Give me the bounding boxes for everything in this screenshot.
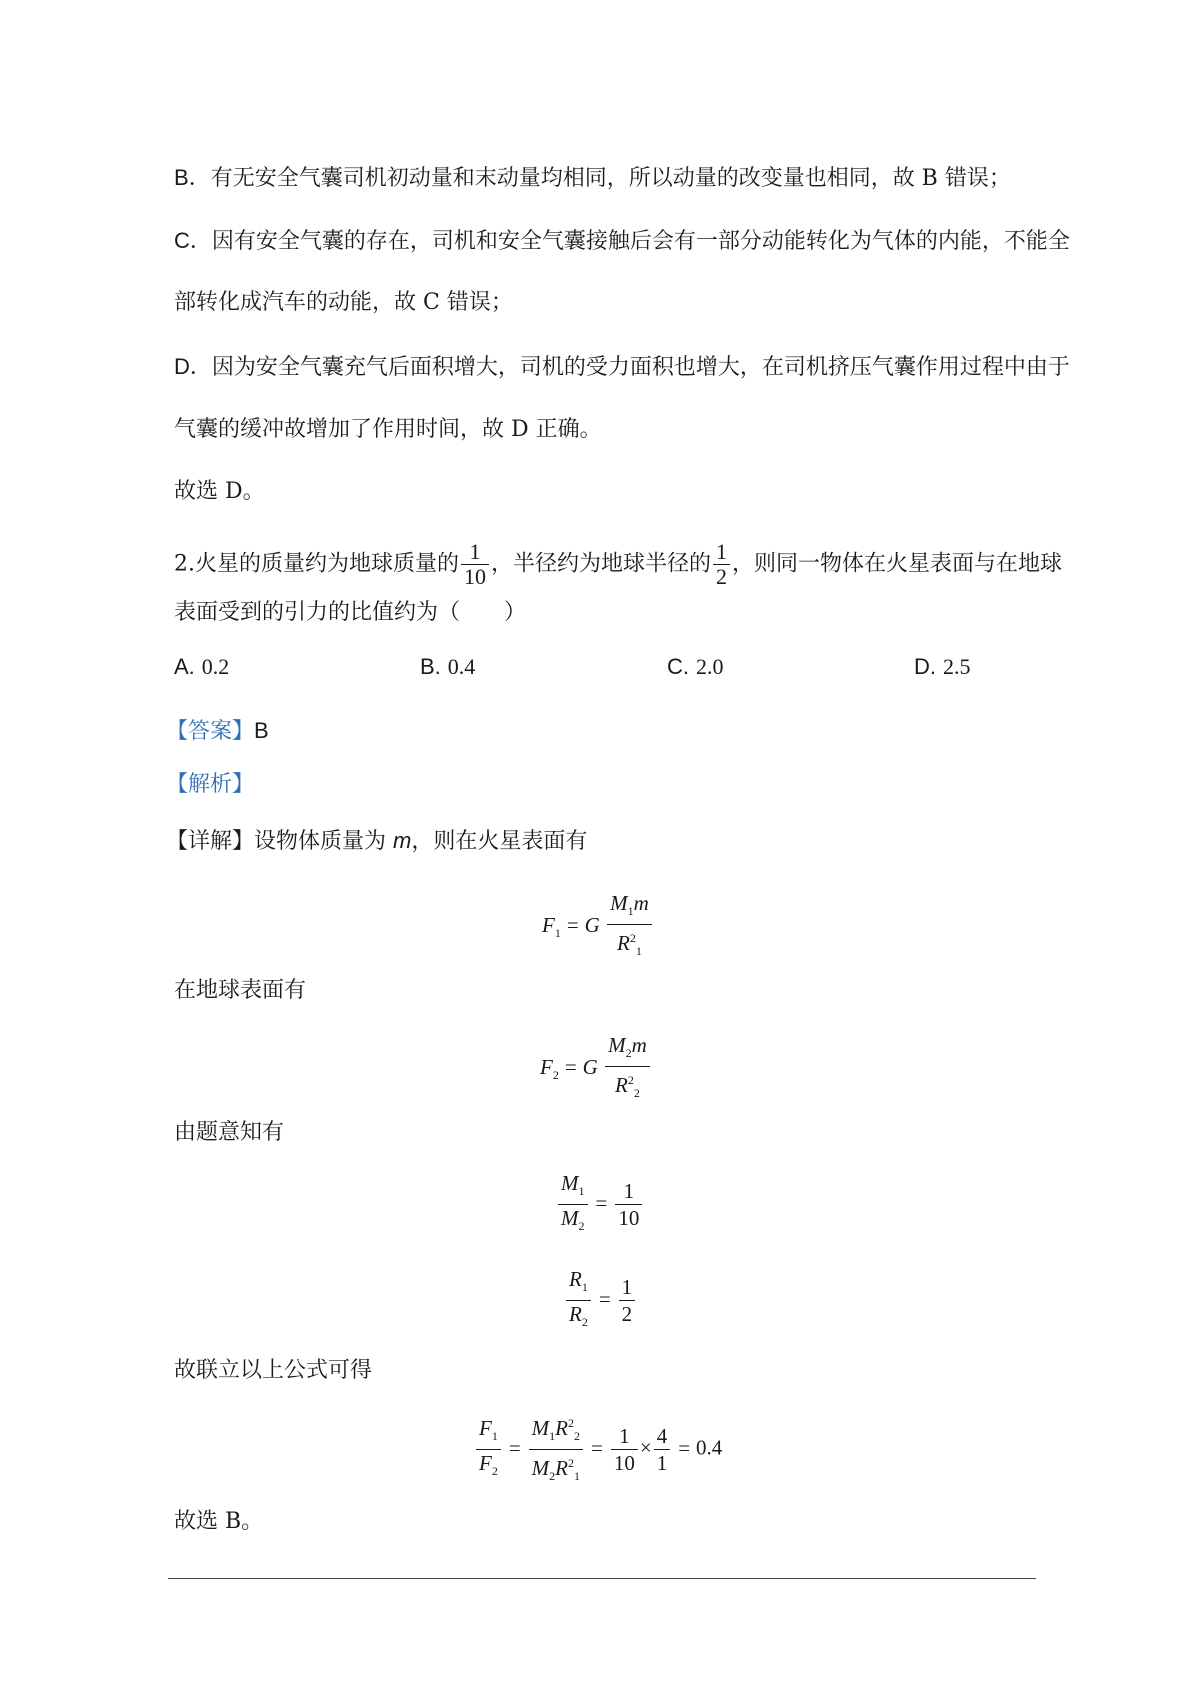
conclusion-text: 故选 B。 [174,1509,264,1534]
option-d: D. 2.5 [914,654,971,679]
option-a: A. 0.2 [174,654,230,679]
answer-tag: 【答案】 [166,719,255,744]
question-part1: 火星的质量约为地球质量的 [195,551,460,577]
label-c: C [174,228,190,253]
question-part2: ，半径约为地球半径的 [491,551,712,577]
formula-earth-gravity: $F_2 = G$ $\frac{M_2m}{R^2_2}$ [540,1032,652,1106]
formula-mass-ratio: $\frac{M_1}{M_2}$ = $\frac{1}{10}$ [556,1170,644,1239]
answer-line [166,716,269,747]
question-2-line1 [174,540,1062,589]
option-b: B. 0.4 [420,654,476,679]
formula-radius-ratio: $\frac{R_1}{R_2}$ = $\frac{1}{2}$ [564,1266,637,1335]
option-c-explanation [174,226,1070,257]
option-b-explanation [174,163,1011,194]
choose-d: 故选 D。 [174,479,265,504]
earth-surface-text: 在地球表面有 [174,978,307,1003]
fraction-one-half: $\frac{1}{2}$ [713,540,730,589]
given-text: 由题意知有 [174,1120,285,1145]
detail-tag: 【详解】 [166,829,255,854]
footer-divider [168,1578,1036,1579]
option-d-text-line1: ．因为安全气囊充气后面积增大，司机的受力面积也增大，在司机挤压气囊作用过程中由于 [189,355,1070,380]
label-b: B [174,165,189,190]
question-part3: ，则同一物体在火星表面与在地球 [732,551,1063,577]
formula-result: $\frac{F_1}{F_2}$ = $\frac{M_1R^2_2}{M_2R^2_1}$ = $\frac{1}{10}$ × $\frac{4}{1}$ = 0.4 [474,1410,722,1489]
fraction-one-tenth: $\frac{1}{10}$ [461,540,489,589]
combine-text: 故联立以上公式可得 [174,1358,373,1383]
formula-mars-gravity: $F_1 = G$ $\frac{M_1m}{R^2_1}$ [542,890,654,964]
question-2-line2: 表面受到的引力的比值约为（ ） [174,600,527,625]
detail-intro: 【详解】设物体质量为 m，则在火星表面有 [166,828,588,854]
option-c: C. 2.0 [667,654,724,679]
analysis-tag: 【解析】 [166,772,255,797]
label-d: D [174,354,190,379]
option-d-text-line2: 气囊的缓冲故增加了作用时间，故 D 正确。 [174,417,602,442]
answer-value: B [254,718,269,743]
option-c-text-line2: 部转化成汽车的动能，故 C 错误； [174,290,513,315]
variable-m: m [393,828,412,853]
option-d-explanation [174,352,1070,383]
question-number: 2. [174,551,195,577]
option-b-text: ．有无安全气囊司机初动量和末动量均相同，所以动量的改变量也相同，故 B 错误； [188,166,1011,191]
option-c-text-line1: ．因有安全气囊的存在，司机和安全气囊接触后会有一部分动能转化为气体的内能，不能全 [189,229,1070,254]
